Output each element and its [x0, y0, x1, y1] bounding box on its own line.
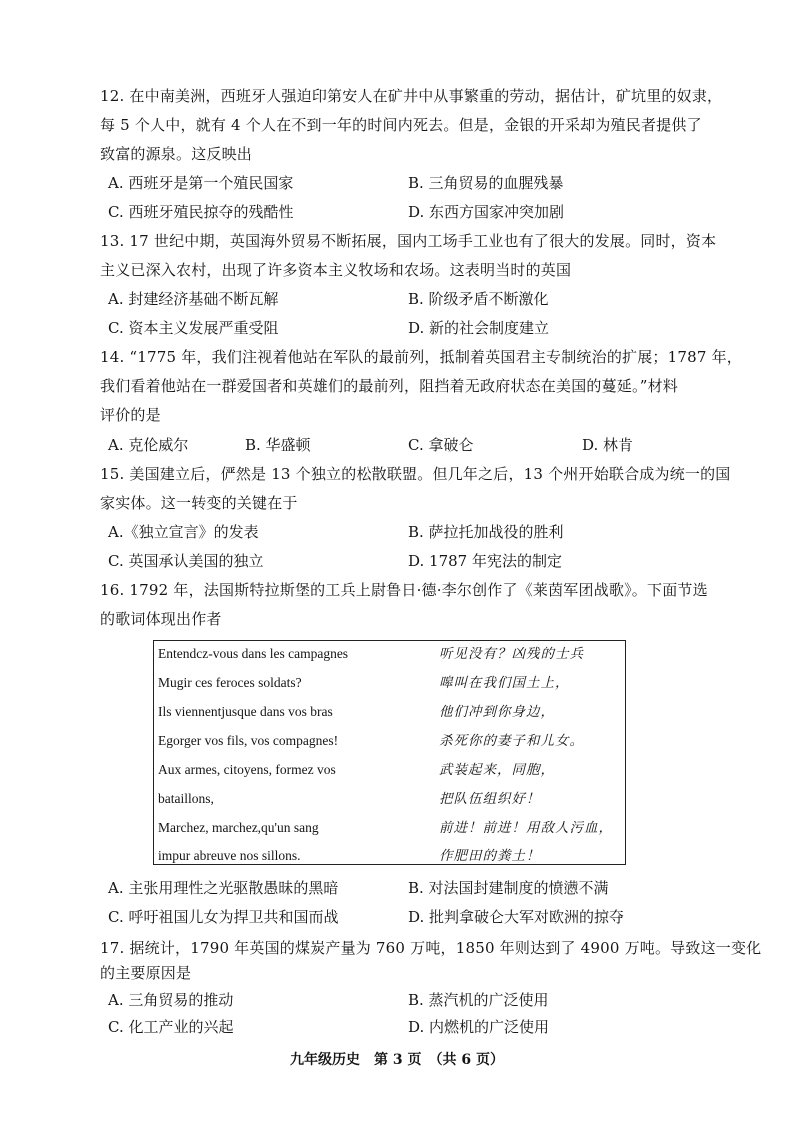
lyrics-box — [153, 640, 626, 865]
lyric-zh-line: 他们冲到你身边， — [439, 704, 555, 720]
lyric-fr-line: Ils viennentjusque dans vos bras — [158, 704, 333, 719]
q14-stem-line-3: 评价的是 — [100, 406, 161, 424]
q12-option-b: B. 三角贸易的血腥残暴 — [408, 174, 564, 192]
q16-option-d: D. 批判拿破仑大军对欧洲的掠夺 — [408, 908, 625, 926]
q15-stem-line-2: 家实体。这一转变的关键在于 — [100, 494, 298, 512]
q17-stem-line-1: 17. 据统计，1790 年英国的煤炭产量为 760 万吨，1850 年则达到了 4900 万吨。导致这一变化 — [100, 939, 762, 957]
q15-option-c: C. 英国承认美国的独立 — [108, 552, 264, 570]
lyric-fr-line: impur abreuve nos sillons. — [158, 848, 301, 863]
lyric-zh-line: 听见没有？凶残的士兵 — [439, 646, 584, 662]
q15-stem-line-1: 15. 美国建立后，俨然是 13 个独立的松散联盟。但几年之后，13 个州开始联合成为统一的国 — [100, 465, 731, 483]
q16-stem-line-2: 的歌词体现出作者 — [100, 610, 222, 628]
q15-option-a: A.《独立宣言》的发表 — [108, 523, 259, 541]
q17-option-d: D. 内燃机的广泛使用 — [408, 1018, 550, 1036]
q14-option-a: A. 克伦威尔 — [108, 436, 189, 454]
q13-stem-line-1: 13. 17 世纪中期，英国海外贸易不断拓展，国内工场手工业也有了很大的发展。同时，资本 — [100, 232, 717, 250]
lyric-zh-line: 杀死你的妻子和儿女。 — [439, 733, 584, 749]
q12-stem-line-3: 致富的源泉。这反映出 — [100, 145, 253, 163]
q12-stem-line-2: 每 5 个人中，就有 4 个人在不到一年的时间内死去。但是，金银的开采却为殖民者提供了 — [100, 116, 702, 134]
q12-option-a: A. 西班牙是第一个殖民国家 — [108, 174, 294, 192]
q16-option-a: A. 主张用理性之光驱散愚昧的黑暗 — [108, 879, 339, 897]
lyric-zh-line: 武装起来，同胞， — [439, 762, 555, 778]
q17-option-a: A. 三角贸易的推动 — [108, 991, 234, 1009]
lyric-zh-line: 嗥叫在我们国土上， — [439, 675, 570, 691]
lyric-fr-line: bataillons, — [158, 791, 214, 806]
lyric-zh-line: 把队伍组织好！ — [439, 791, 541, 807]
lyric-fr-line: Egorger vos fils, vos compagnes! — [158, 733, 339, 748]
q14-stem-line-1: 14. “1775 年，我们注视着他站在军队的最前列，抵制着英国君主专制统治的扩展；1787 年， — [100, 348, 742, 366]
q14-stem-line-2: 我们看着他站在一群爱国者和英雄们的最前列，阻挡着无政府状态在美国的蔓延。”材料 — [100, 377, 678, 395]
q12-stem-line-1: 12. 在中南美洲，西班牙人强迫印第安人在矿井中从事繁重的劳动，据估计，矿坑里的奴隶， — [100, 87, 723, 105]
q13-option-c: C. 资本主义发展严重受阻 — [108, 319, 279, 337]
q16-option-b: B. 对法国封建制度的愤懑不满 — [408, 879, 609, 897]
q17-stem-line-2: 的主要原因是 — [100, 964, 192, 982]
q13-option-b: B. 阶级矛盾不断激化 — [408, 290, 549, 308]
q13-option-a: A. 封建经济基础不断瓦解 — [108, 290, 279, 308]
lyric-zh-line: 作肥田的粪土！ — [439, 848, 541, 864]
lyric-fr-line: Mugir ces feroces soldats? — [158, 675, 302, 690]
lyric-zh-line: 前进！前进！用敌人污血， — [439, 820, 613, 836]
q15-option-b: B. 萨拉托加战役的胜利 — [408, 523, 564, 541]
q17-option-c: C. 化工产业的兴起 — [108, 1018, 234, 1036]
q16-stem-line-1: 16. 1792 年，法国斯特拉斯堡的工兵上尉鲁日·德·李尔创作了《莱茵军团战歌》。下面节选 — [100, 581, 708, 599]
q14-option-b: B. 华盛顿 — [245, 436, 311, 454]
q17-option-b: B. 蒸汽机的广泛使用 — [408, 991, 549, 1009]
lyric-fr-line: Marchez, marchez,qu'un sang — [158, 820, 319, 835]
q16-option-c: C. 呼吁祖国儿女为捍卫共和国而战 — [108, 908, 339, 926]
q14-option-d: D. 林肯 — [582, 436, 634, 454]
q12-option-d: D. 东西方国家冲突加剧 — [408, 203, 565, 221]
page-footer: 九年级历史 第 3 页 （共 6 页） — [290, 1052, 504, 1068]
q13-option-d: D. 新的社会制度建立 — [408, 319, 550, 337]
q14-option-c: C. 拿破仑 — [408, 436, 474, 454]
lyric-fr-line: Aux armes, citoyens, formez vos — [158, 762, 336, 777]
q15-option-d: D. 1787 年宪法的制定 — [408, 552, 562, 570]
q12-option-c: C. 西班牙殖民掠夺的残酷性 — [108, 203, 294, 221]
q13-stem-line-2: 主义已深入农村，出现了许多资本主义牧场和农场。这表明当时的英国 — [100, 261, 572, 279]
lyric-fr-line: Entendcz-vous dans les campagnes — [158, 646, 349, 661]
